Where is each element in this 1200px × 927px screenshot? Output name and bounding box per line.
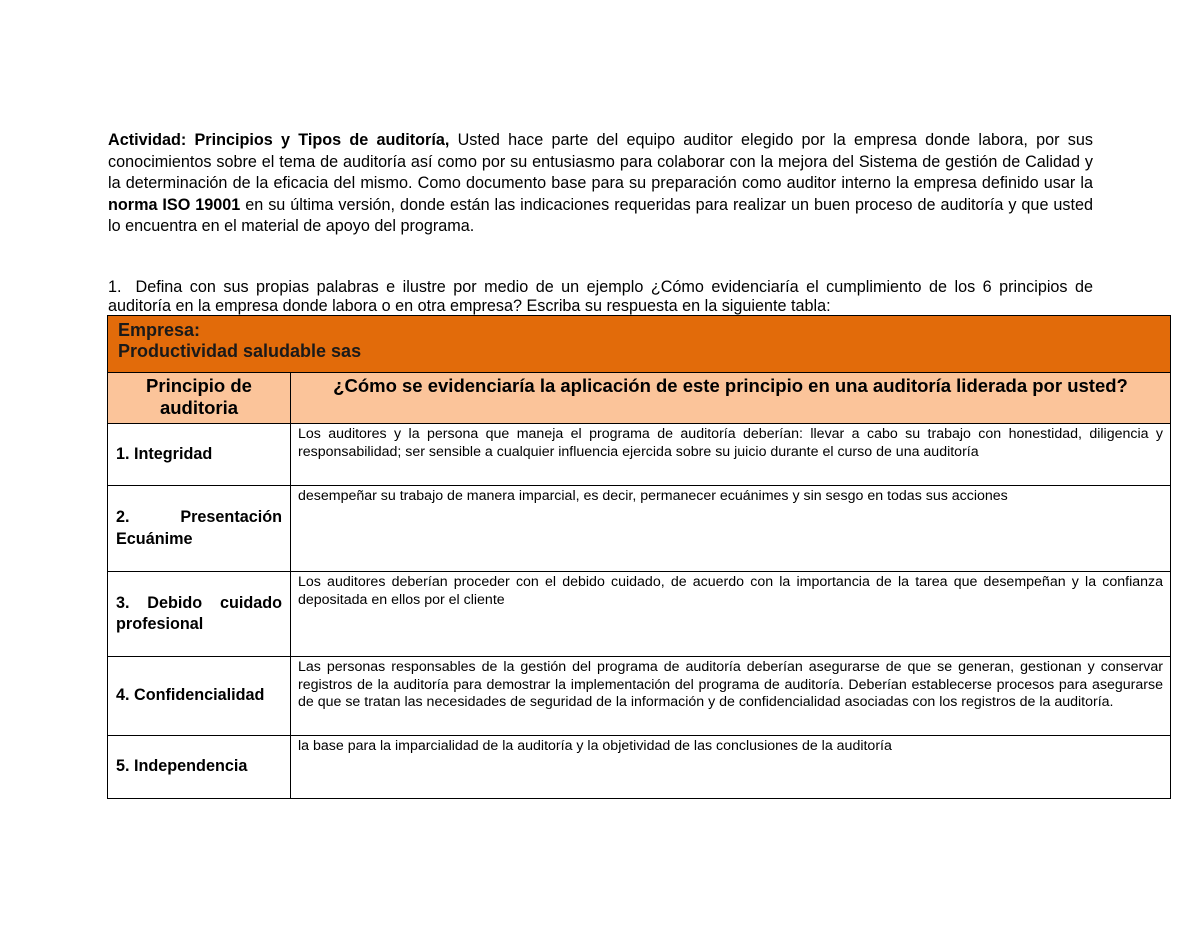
question-1 — [108, 278, 1093, 316]
table-row — [108, 657, 1171, 736]
principle-independencia: 5. Independencia — [108, 736, 291, 799]
activity-title: Actividad: Principios y Tipos de auditoría, — [108, 131, 450, 149]
table-row — [108, 736, 1171, 799]
principle-debido-cuidado: 3. Debido cuidado profesional — [108, 572, 291, 657]
audit-principles-table — [107, 315, 1171, 799]
principle-integridad: 1. Integridad — [108, 424, 291, 486]
table-row — [108, 424, 1171, 486]
answer-presentacion-ecuanime: desempeñar su trabajo de manera imparcial, es decir, permanecer ecuánimes y sin sesgo en todas sus acciones — [291, 486, 1171, 572]
activity-text-1: Usted hace parte del equipo auditor elegido por la empresa donde labora, por sus conocimientos sobre el tema de auditoría así como por su entusiasmo para colaborar con la mejora del Sistema de gestión de Calidad y la determinación de la eficacia del mismo. Como documento base para su preparación como auditor interno la empresa definido usar la — [108, 131, 1093, 192]
activity-intro — [108, 130, 1093, 238]
activity-text-2: en su última versión, donde están las indicaciones requeridas para realizar un buen proceso de auditoría y que usted lo encuentra en el material de apoyo del programa. — [108, 195, 1093, 235]
company-label: Empresa: — [118, 320, 201, 340]
answer-debido-cuidado: Los auditores deberían proceder con el debido cuidado, de acuerdo con la importancia de la tarea que desempeñan y la confianza depositada en ellos por el cliente — [291, 572, 1171, 657]
company-name: Productividad saludable sas — [118, 341, 362, 361]
question-text: Defina con sus propias palabras e ilustre por medio de un ejemplo ¿Cómo evidenciaría el cumplimiento de los 6 principios de auditoría en la empresa donde labora o en otra empresa? Escriba su respuesta en la siguiente tabla: — [108, 278, 1093, 315]
principle-presentacion-ecuanime: 2. Presentación Ecuánime — [108, 486, 291, 572]
answer-confidencialidad: Las personas responsables de la gestión del programa de auditoría deberían asegurarse de que se generan, gestionan y conservar registros de la auditoría para demostrar la implementación del programa de auditoría. Deberían establecerse procesos para asegurarse de que se tratan las necesidades de seguridad de la información y de confidencialidad asociadas con los registros de la auditoría. — [291, 657, 1171, 736]
principle-confidencialidad: 4. Confidencialidad — [108, 657, 291, 736]
norm-reference: norma ISO 19001 — [108, 195, 241, 214]
company-header — [108, 316, 1171, 373]
answer-independencia: la base para la imparcialidad de la auditoría y la objetividad de las conclusiones de la auditoría — [291, 736, 1171, 799]
question-number: 1. — [108, 278, 122, 296]
column-header-principle: Principio de auditoria — [108, 373, 291, 424]
column-header-evidence: ¿Cómo se evidenciaría la aplicación de este principio en una auditoría liderada por usted? — [291, 373, 1171, 424]
table-row — [108, 572, 1171, 657]
table-row — [108, 486, 1171, 572]
answer-integridad: Los auditores y la persona que maneja el programa de auditoría deberían: llevar a cabo su trabajo con honestidad, diligencia y responsabilidad; ser sensible a cualquier influencia ejercida sobre su juicio durante el curso de una auditoría — [291, 424, 1171, 486]
